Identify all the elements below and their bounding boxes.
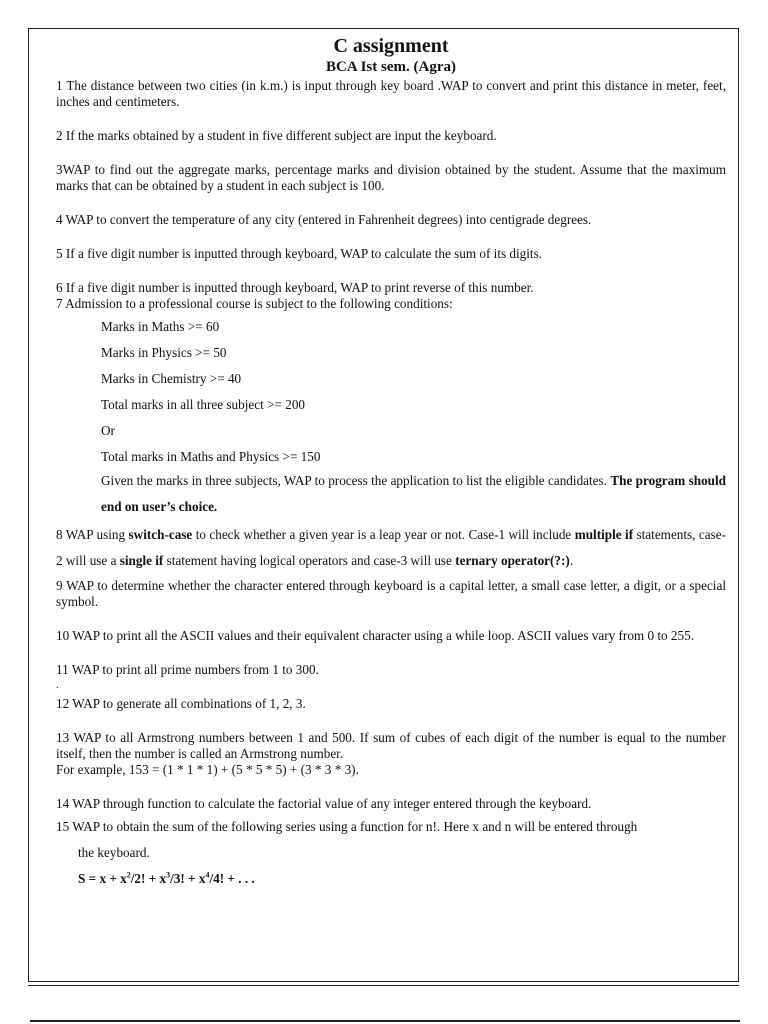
question-7-closing-text: Given the marks in three subjects, WAP to process the application to list the eligible candidates.	[101, 473, 611, 488]
document-body	[56, 34, 726, 892]
page-border-double-rule	[28, 985, 739, 986]
question-6: 6 If a five digit number is inputted through keyboard, WAP to print reverse of this number.	[56, 280, 534, 295]
question-7-conditions	[101, 318, 726, 465]
question-10: 10 WAP to print all the ASCII values and their equivalent character using a while loop. ASCII values vary from 0 to 255.	[56, 628, 694, 643]
formula-exponent: 4	[205, 870, 210, 880]
question-13-example: For example, 153 = (1 * 1 * 1) + (5 * 5 * 5) + (3 * 3 * 3).	[56, 762, 359, 777]
condition-item: Or	[101, 423, 115, 438]
question-3: 3WAP to find out the aggregate marks, percentage marks and division obtained by the student. Assume that the maximum marks that can be obtained by a student in each subject is 100.	[56, 162, 726, 193]
question-15	[56, 814, 726, 892]
document-title: C assignment	[333, 35, 449, 57]
q8-bold: ternary operator(?:)	[455, 553, 570, 568]
q8-bold: single if	[119, 553, 164, 568]
question-14: 14 WAP through function to calculate the factorial value of any integer entered through the keyboard.	[56, 796, 592, 811]
formula-part: /4! + . . .	[209, 871, 255, 886]
q8-bold: multiple if	[574, 527, 634, 542]
formula-part: /2! + x	[130, 871, 167, 886]
q8-text: .	[569, 553, 574, 568]
question-9: 9 WAP to determine whether the character entered through keyboard is a capital letter, a small case letter, a digit, or a special symbol.	[56, 578, 726, 609]
question-11: 11 WAP to print all prime numbers from 1 to 300.	[56, 662, 319, 677]
question-5: 5 If a five digit number is inputted through keyboard, WAP to calculate the sum of its digits.	[56, 246, 543, 261]
formula-exponent: 3	[166, 870, 171, 880]
question-15-line1: 15 WAP to obtain the sum of the following series using a function for n!. Here x and n will be entered through	[56, 819, 638, 834]
question-1: 1 The distance between two cities (in k.m.) is input through key board .WAP to convert and print this distance in meter, feet, inches and centimeters.	[56, 78, 726, 109]
q8-text: to check whether a given year is a leap year or not. Case-1 will include	[192, 527, 575, 542]
document-subtitle: BCA Ist sem. (Agra)	[326, 59, 456, 75]
question-4: 4 WAP to convert the temperature of any city (entered in Fahrenheit degrees) into centigrade degrees.	[56, 212, 592, 227]
q8-text: statements, case-2 will use a	[56, 527, 726, 568]
question-8	[56, 522, 726, 574]
question-12: 12 WAP to generate all combinations of 1, 2, 3.	[56, 696, 306, 711]
footer-rule	[30, 1020, 740, 1022]
condition-item: Total marks in all three subject >= 200	[101, 397, 306, 412]
question-7-closing	[101, 468, 726, 520]
formula-exponent: 2	[126, 870, 131, 880]
condition-item: Marks in Maths >= 60	[101, 319, 220, 334]
condition-item: Marks in Chemistry >= 40	[101, 371, 242, 386]
question-13-text: 13 WAP to all Armstrong numbers between 1 and 500. If sum of cubes of each digit of the number is equal to the number itself, then the number is called an Armstrong number.	[56, 730, 726, 761]
condition-item: Total marks in Maths and Physics >= 150	[101, 449, 321, 464]
question-2: 2 If the marks obtained by a student in five different subject are input the keyboard.	[56, 128, 497, 143]
question-7-closing-bold: The program should end on user’s choice.	[101, 473, 726, 514]
formula-part: /3! + x	[170, 871, 206, 886]
question-7-intro: 7 Admission to a professional course is subject to the following conditions:	[56, 296, 453, 311]
formula-part: S = x + x	[78, 871, 127, 886]
q8-text: 8 WAP using	[56, 527, 129, 542]
stray-dot: .	[56, 680, 59, 691]
series-formula	[78, 866, 726, 892]
question-15-line2: the keyboard.	[78, 845, 150, 860]
question-7	[56, 296, 726, 520]
condition-item: Marks in Physics >= 50	[101, 345, 227, 360]
q8-bold: switch-case	[128, 527, 193, 542]
q8-text: statement having logical operators and case-3 will use	[163, 553, 456, 568]
question-13	[56, 730, 726, 778]
